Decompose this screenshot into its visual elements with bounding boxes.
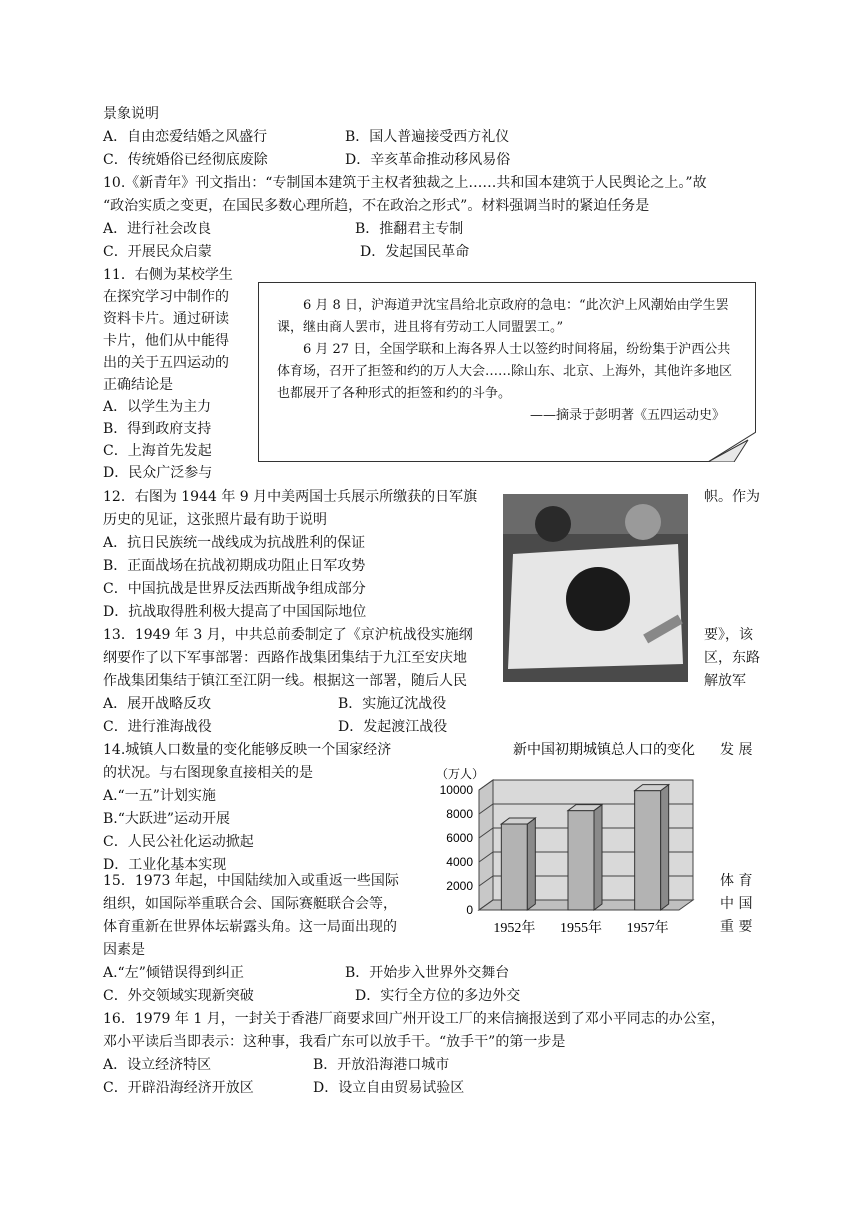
q14-stem-line1-tail: 发 展 — [720, 742, 753, 758]
q12-option-b: B．正面战场在抗战初期成功阻止日军攻势 — [103, 558, 366, 574]
chart-bar-side — [527, 818, 535, 910]
q13-option-d: D．发起渡江战役 — [338, 719, 448, 735]
card-paragraph-2: 6 月 27 日，全国学联和上海各界人士以签约时间将届，纷纷集于沪西公共体育场，召开了拒签和约的万人大会……除山东、北京、上海外，其他许多地区也都展开了各种形式的拒签和约的斗争。 — [277, 342, 733, 401]
q15-stem-line1: 15．1973 年起，中国陆续加入或重返一些国际 — [103, 873, 399, 889]
q14-stem-line2: 的状况。与右图现象直接相关的是 — [103, 765, 313, 781]
q12-option-d: D．抗战取得胜利极大提高了中国国际地位 — [103, 604, 367, 620]
q11-option-a: A．以学生为主力 — [103, 399, 212, 415]
q15-stem-line2-tail: 中 国 — [720, 896, 753, 912]
chart-y-unit: （万人） — [436, 767, 485, 781]
chart-bar-side — [594, 805, 602, 910]
q11-option-b: B．得到政府支持 — [103, 421, 212, 437]
q12-option-a: A．抗日民族统一战线成为抗战胜利的保证 — [103, 535, 366, 551]
q15-stem-line2: 组织，如国际举重联合会、国际赛艇联合会等， — [103, 896, 397, 912]
q13-stem-line1-tail: 要》，该 — [704, 627, 753, 643]
q11-option-c: C．上海首先发起 — [103, 443, 212, 459]
q16-stem-line2: 邓小平读后当即表示：这种事，我看广东可以放手干。“放手干”的第一步是 — [103, 1034, 566, 1050]
q12-stem-line1-tail: 帜。作为 — [704, 489, 760, 505]
card-paragraph-1: 6 月 8 日，沪海道尹沈宝昌给北京政府的急电：“此次沪上风潮始由学生罢课，继由商人罢市，进且将有劳动工人同盟罢工。” — [277, 298, 729, 335]
q15-option-c: C．外交领域实现新突破 — [103, 988, 254, 1004]
q14-option-c: C．人民公社化运动掀起 — [103, 834, 254, 850]
chart-y-tick-label: 10000 — [439, 783, 473, 797]
q14-option-b: B.“大跃进”运动开展 — [103, 811, 231, 827]
chart-title: 新中国初期城镇总人口的变化 — [513, 741, 695, 757]
chart-y-tick-label: 0 — [466, 903, 473, 917]
chart-bar-side — [661, 785, 669, 910]
q15-stem-line3: 体育重新在世界体坛崭露头角。这一局面出现的 — [103, 919, 397, 935]
chart-y-tick-label: 8000 — [446, 807, 473, 821]
q10-option-d: D．发起国民革命 — [360, 244, 470, 260]
q13-option-b: B．实施辽沈战役 — [338, 696, 447, 712]
q11-option-d: D．民众广泛参与 — [103, 465, 213, 481]
q11-material-card — [258, 282, 756, 462]
q11-stem-line: 出的关于五四运动的 — [103, 355, 229, 371]
page-curl-icon — [708, 432, 756, 462]
population-bar-chart — [424, 738, 714, 938]
chart-x-tick-label: 1957年 — [626, 921, 669, 936]
chart-x-tick-label: 1952年 — [493, 921, 536, 936]
chart-y-tick-label: 6000 — [446, 831, 473, 845]
q13-option-c: C．进行淮海战役 — [103, 719, 212, 735]
q12-stem-line1: 12．右图为 1944 年 9 月中美两国士兵展示所缴获的日军旗 — [103, 489, 478, 505]
q9-option-c: C．传统婚俗已经彻底废除 — [103, 152, 268, 168]
q16-option-b: B．开放沿海港口城市 — [313, 1057, 450, 1073]
q9-option-b: B．国人普遍接受西方礼仪 — [345, 129, 510, 145]
q13-stem-line1: 13．1949 年 3 月，中共总前委制定了《京沪杭战役实施纲 — [103, 627, 473, 643]
q14-stem-line1: 14.城镇人口数量的变化能够反映一个国家经济 — [103, 742, 392, 758]
chart-y-tick-label: 4000 — [446, 855, 473, 869]
q16-stem-line1: 16．1979 年 1 月，一封关于香港厂商要求回广州开设工厂的来信摘报送到了邓小平同志的办公室， — [103, 1011, 725, 1027]
q15-stem-line3-tail: 重 要 — [720, 919, 753, 935]
q13-stem-line2-tail: 区，东路 — [704, 650, 760, 666]
q11-stem-line: 11．右侧为某校学生 — [103, 267, 233, 283]
q10-stem-line1: 10.《新青年》刊文指出：“专制国本建筑于主权者独裁之上……共和国本建筑于人民舆论之上。”故 — [103, 175, 707, 191]
q9-tail: 景象说明 — [103, 106, 159, 122]
q10-stem-line2: “政治实质之变更，在国民多数心理所趋，不在政治之形式”。材料强调当时的紧迫任务是 — [103, 198, 650, 214]
q13-stem-line2: 纲要作了以下军事部署：西路作战集团集结于九江至安庆地 — [103, 650, 467, 666]
q12-option-c: C．中国抗战是世界反法西斯战争组成部分 — [103, 581, 366, 597]
chart-side-wall — [479, 780, 493, 910]
q15-stem-line4: 因素是 — [103, 942, 145, 958]
q11-stem-line: 资料卡片。通过研读 — [103, 311, 229, 327]
q9-option-d: D．辛亥革命推动移风易俗 — [345, 152, 511, 168]
q13-option-a: A．展开战略反攻 — [103, 696, 212, 712]
q11-stem-line: 在探究学习中制作的 — [103, 289, 229, 305]
q15-option-d: D．实行全方位的多边外交 — [355, 988, 521, 1004]
chart-y-tick-label: 2000 — [446, 879, 473, 893]
card-citation: ——摘录于彭明著《五四运动史》 — [529, 408, 725, 423]
q10-option-c: C．开展民众启蒙 — [103, 244, 212, 260]
q15-stem-line1-tail: 体 育 — [720, 873, 753, 889]
q16-option-a: A．设立经济特区 — [103, 1057, 212, 1073]
q16-option-c: C．开辟沿海经济开放区 — [103, 1080, 254, 1096]
q14-option-a: A.“一五”计划实施 — [103, 788, 216, 804]
chart-bar — [501, 824, 527, 910]
soldiers-flag-photo — [503, 494, 688, 682]
q16-option-d: D．设立自由贸易试验区 — [313, 1080, 465, 1096]
q9-option-a: A．自由恋爱结婚之风盛行 — [103, 129, 268, 145]
q13-stem-line3-tail: 解放军 — [704, 673, 746, 689]
chart-x-tick-label: 1955年 — [560, 921, 602, 936]
chart-bar — [568, 811, 594, 910]
q15-option-a: A.“左”倾错误得到纠正 — [103, 965, 244, 981]
q15-option-b: B．开始步入世界外交舞台 — [345, 965, 510, 981]
q12-stem-line2: 历史的见证，这张照片最有助于说明 — [103, 512, 327, 528]
q11-stem-line: 卡片，他们从中能得 — [103, 333, 229, 349]
q11-stem-line: 正确结论是 — [103, 377, 173, 393]
q10-option-b: B．推翻君主专制 — [355, 221, 464, 237]
chart-bar — [635, 791, 661, 910]
q13-stem-line3: 作战集团集结于镇江至江阴一线。根据这一部署，随后人民 — [103, 673, 467, 689]
q10-option-a: A．进行社会改良 — [103, 221, 212, 237]
q14-option-d: D．工业化基本实现 — [103, 857, 227, 873]
